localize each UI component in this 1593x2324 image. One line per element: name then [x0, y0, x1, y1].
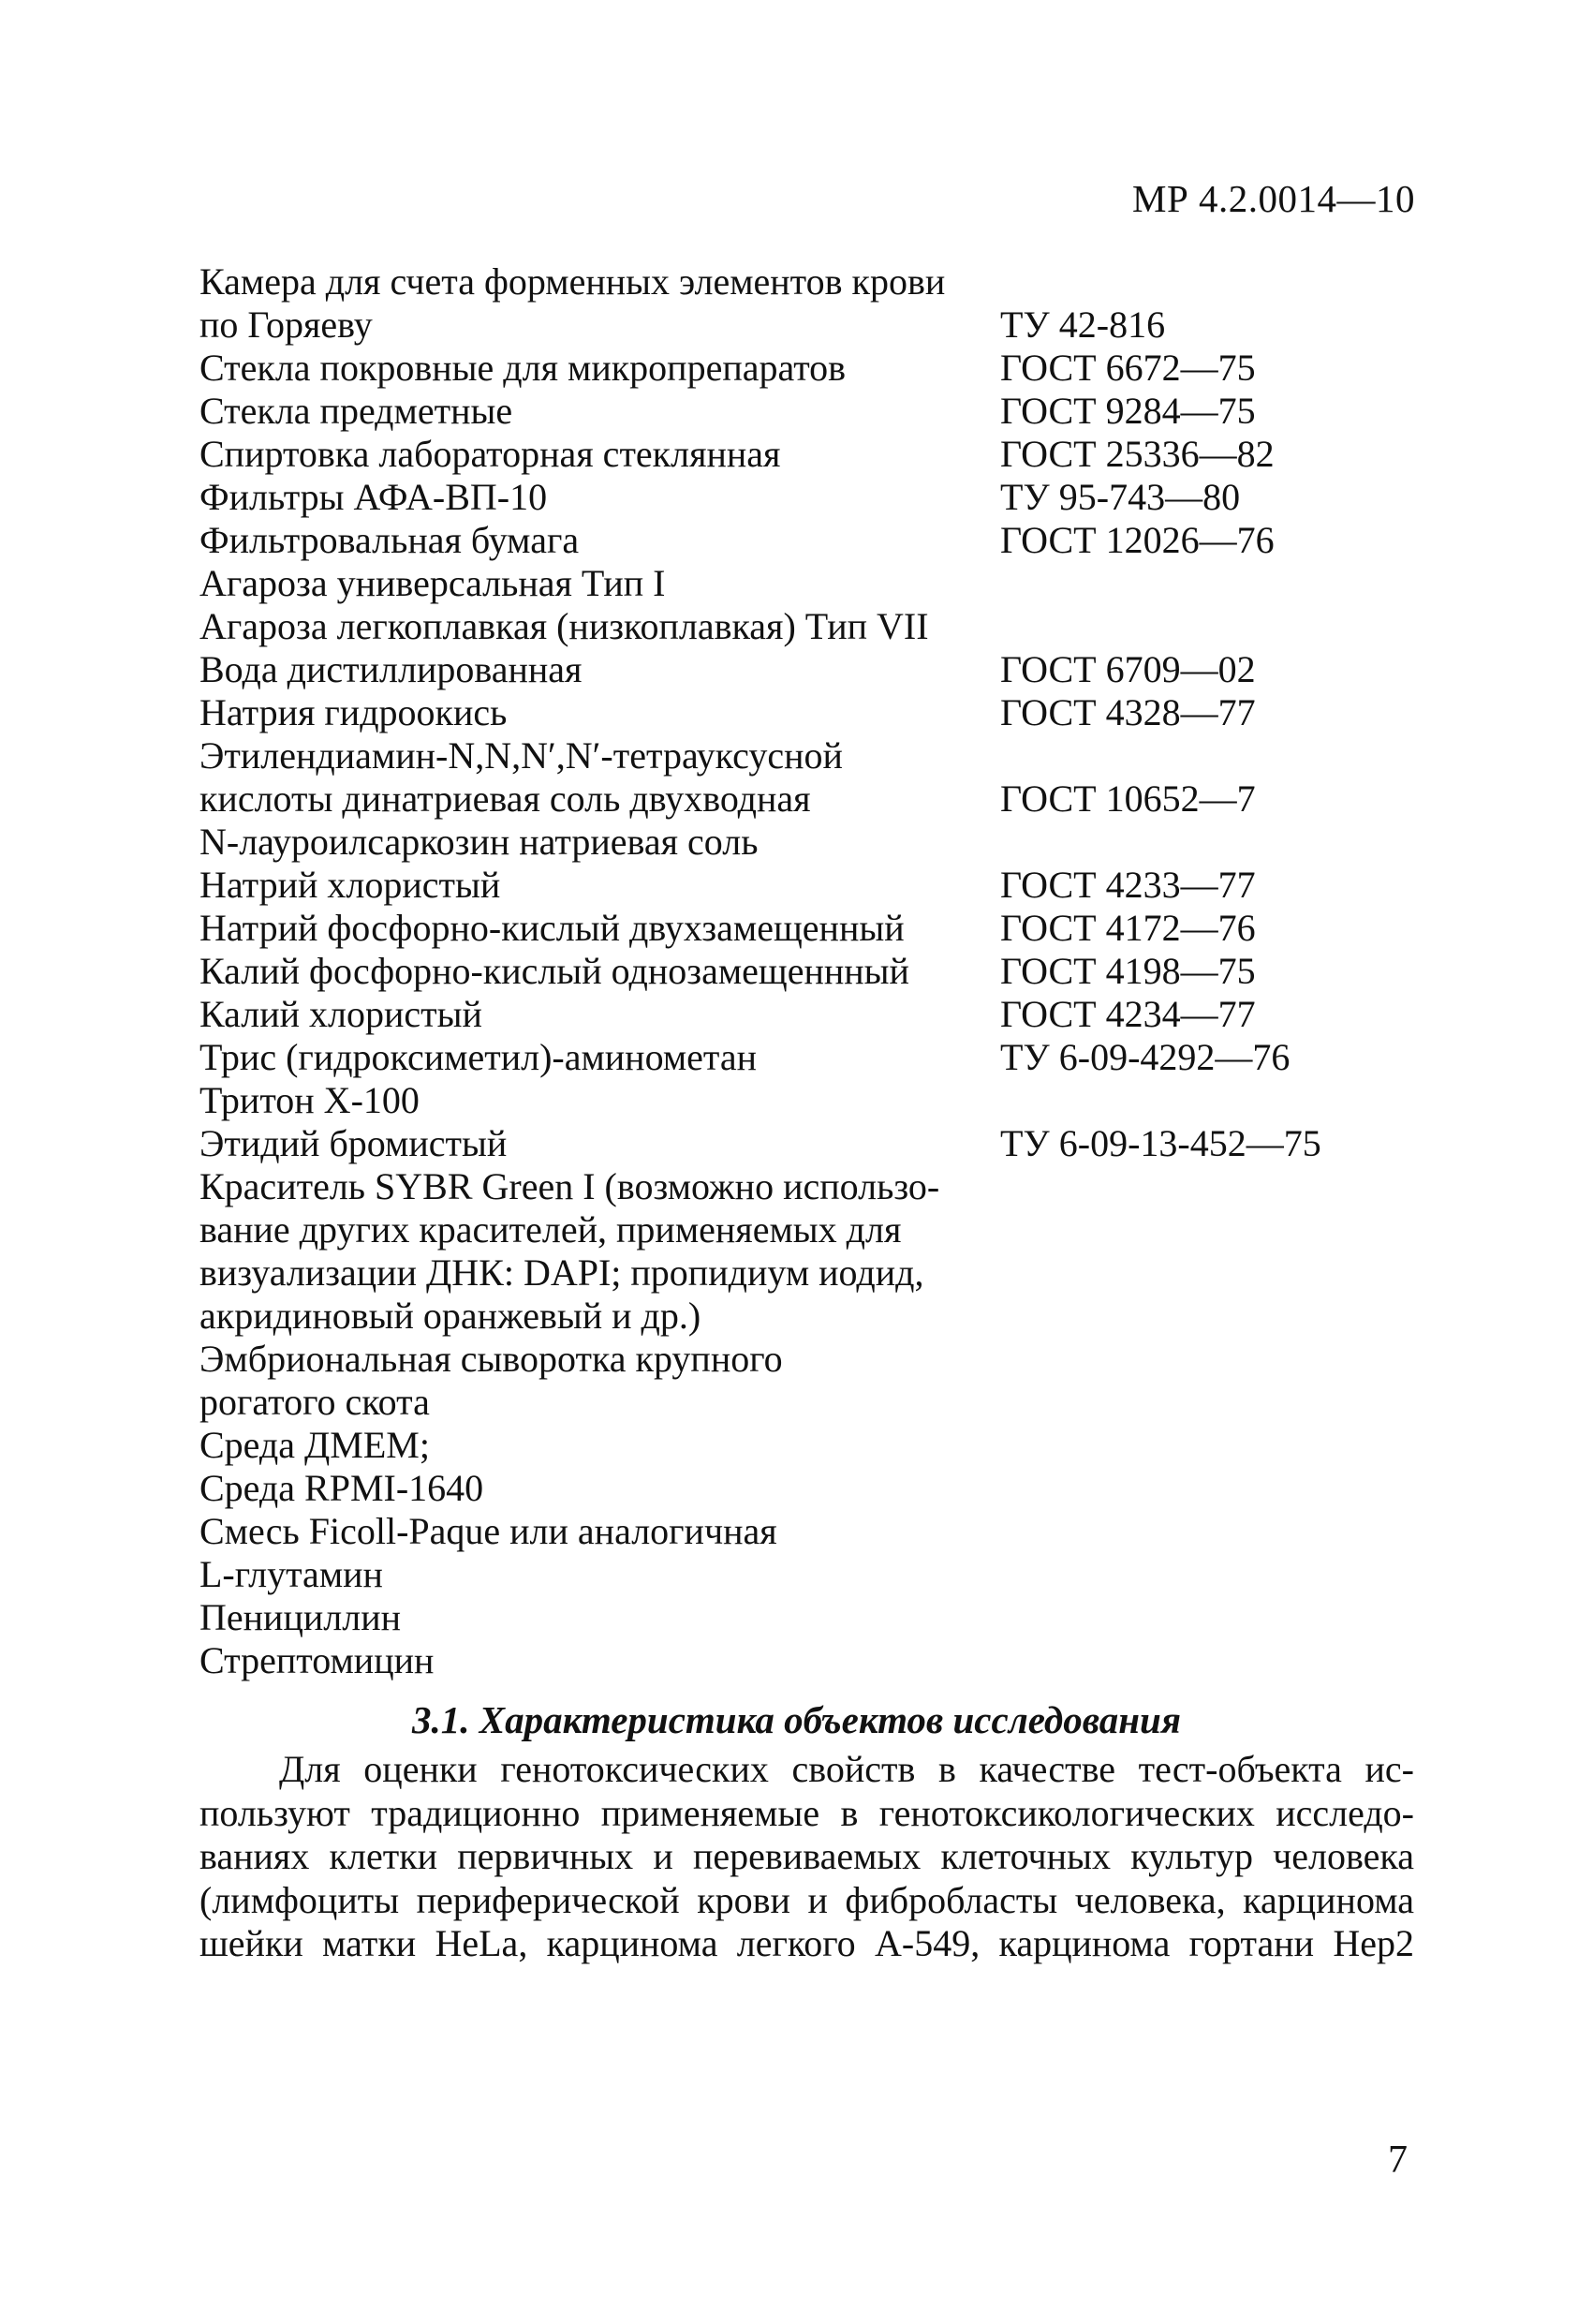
- material-name: Натрий хлористый: [199, 864, 501, 906]
- material-row: [199, 1036, 1417, 1079]
- material-standard: [1000, 562, 1417, 605]
- material-standard: ТУ 42-816: [1000, 303, 1166, 346]
- page-number: 7: [1388, 2139, 1408, 2182]
- material-standard: [1000, 1079, 1417, 1122]
- material-name: N-лауроилсаркозин натриевая соль: [199, 821, 759, 863]
- material-name: Краситель SYBR Green I (возможно использо-: [199, 1165, 940, 1207]
- material-name: Тритон Х-100: [199, 1079, 420, 1121]
- material-name: Натрия гидроокись: [199, 691, 508, 733]
- material-standard: ТУ 6-09-4292—76: [1000, 1036, 1291, 1078]
- material-standard: ГОСТ 12026—76: [1000, 519, 1275, 561]
- material-row: [199, 1381, 1417, 1424]
- material-standard: [1000, 821, 1417, 864]
- material-name: Калий фосфорно-кислый однозамещеннный: [199, 950, 909, 992]
- material-row: [199, 648, 1417, 691]
- material-name: рогатого скота: [199, 1381, 430, 1423]
- material-standard: ГОСТ 6709—02: [1000, 648, 1256, 690]
- material-name: Стекла покровные для микропрепаратов: [199, 347, 847, 389]
- material-standard: [1000, 1553, 1417, 1596]
- material-name: Эмбриональная сыворотка крупного: [199, 1338, 783, 1380]
- material-row: [199, 1424, 1417, 1467]
- material-row: [199, 1165, 1417, 1208]
- material-standard: [1000, 1295, 1417, 1338]
- material-standard: [1000, 1510, 1417, 1553]
- material-standard: [1000, 1165, 1417, 1208]
- material-standard: [1000, 1639, 1417, 1682]
- material-row: [199, 821, 1417, 864]
- material-row: [199, 1338, 1417, 1381]
- material-name: по Горяеву: [199, 303, 373, 346]
- material-row: [199, 476, 1417, 519]
- body-paragraph: [199, 1748, 1414, 1966]
- material-standard: [1000, 1467, 1417, 1510]
- material-row: [199, 1295, 1417, 1338]
- material-standard: ГОСТ 4198—75: [1000, 950, 1256, 992]
- material-row: [199, 433, 1417, 476]
- material-standard: ГОСТ 6672—75: [1000, 347, 1256, 389]
- material-row: [199, 1510, 1417, 1553]
- material-name: акридиновый оранжевый и др.): [199, 1295, 701, 1337]
- material-standard: ГОСТ 4172—76: [1000, 907, 1256, 949]
- material-name: визуализации ДНК: DAPI; пропидиум иодид,: [199, 1251, 924, 1294]
- paragraph-line: пользуют традиционно применяемые в генотоксикологических исследо-: [199, 1791, 1414, 1834]
- material-row: [199, 1079, 1417, 1122]
- material-name: Стрептомицин: [199, 1639, 435, 1681]
- material-standard: ТУ 95-743—80: [1000, 476, 1241, 518]
- material-row: [199, 1467, 1417, 1510]
- material-standard: ГОСТ 4233—77: [1000, 864, 1256, 906]
- document-code: МР 4.2.0014—10: [1131, 177, 1415, 220]
- material-name: Агароза универсальная Тип I: [199, 562, 666, 604]
- material-name: Калий хлористый: [199, 993, 482, 1035]
- material-name: Этидий бромистый: [199, 1122, 508, 1164]
- material-standard: [1000, 605, 1417, 648]
- paragraph-line: Для оценки генотоксических свойств в качестве тест-объекта ис-: [279, 1748, 1414, 1790]
- material-standard: [1000, 1251, 1417, 1295]
- material-name: Стекла предметные: [199, 390, 513, 432]
- material-name: Этилендиамин-N,N,N′,N′-тетрауксусной: [199, 734, 843, 777]
- material-row: [199, 691, 1417, 734]
- material-name: Трис (гидроксиметил)-аминометан: [199, 1036, 758, 1078]
- materials-list: [199, 260, 1417, 1682]
- material-name: Натрий фосфорно-кислый двухзамещенный: [199, 907, 905, 949]
- material-name: Агароза легкоплавкая (низкоплавкая) Тип VII: [199, 605, 929, 647]
- material-name: L-глутамин: [199, 1553, 383, 1595]
- material-standard: ГОСТ 4328—77: [1000, 691, 1256, 733]
- material-name: Камера для счета форменных элементов крови: [199, 260, 946, 303]
- paragraph-line: (лимфоциты периферической крови и фибробласты человека, карцинома: [199, 1878, 1414, 1921]
- material-name: Среда ДМЕМ;: [199, 1424, 430, 1466]
- material-name: Смесь Ficoll-Paque или аналогичная: [199, 1510, 777, 1552]
- material-row: [199, 519, 1417, 562]
- material-row: [199, 1596, 1417, 1639]
- material-name: Пенициллин: [199, 1596, 401, 1638]
- material-standard: ГОСТ 9284—75: [1000, 390, 1256, 432]
- material-row: [199, 1553, 1417, 1596]
- section-title: 3.1. Характеристика объектов исследования: [412, 1698, 1181, 1741]
- material-standard: [1000, 1424, 1417, 1467]
- material-standard: [1000, 1381, 1417, 1424]
- material-standard: ГОСТ 25336—82: [1000, 433, 1275, 475]
- material-name: Спиртовка лабораторная стеклянная: [199, 433, 781, 475]
- material-row: [199, 734, 1417, 777]
- material-standard: ГОСТ 10652—7: [1000, 777, 1256, 820]
- material-standard: [1000, 260, 1417, 303]
- material-name: кислоты динатриевая соль двухводная: [199, 777, 811, 820]
- material-name: Среда RPMI-1640: [199, 1467, 484, 1509]
- material-row: [199, 303, 1417, 347]
- material-row: [199, 1251, 1417, 1295]
- material-row: [199, 605, 1417, 648]
- material-standard: [1000, 1338, 1417, 1381]
- material-row: [199, 864, 1417, 907]
- paragraph-line: ваниях клетки первичных и перевиваемых клеточных культур человека: [199, 1835, 1414, 1877]
- material-standard: [1000, 1208, 1417, 1251]
- material-row: [199, 390, 1417, 433]
- material-row: [199, 1122, 1417, 1165]
- material-standard: [1000, 1596, 1417, 1639]
- material-standard: ГОСТ 4234—77: [1000, 993, 1256, 1035]
- material-row: [199, 950, 1417, 993]
- material-row: [199, 777, 1417, 821]
- material-row: [199, 1639, 1417, 1682]
- material-row: [199, 1208, 1417, 1251]
- material-row: [199, 260, 1417, 303]
- paragraph-line: шейки матки HeLa, карцинома легкого А-549, карцинома гортани Hep2: [199, 1922, 1414, 1964]
- material-name: вание других красителей, применяемых для: [199, 1208, 902, 1251]
- material-row: [199, 562, 1417, 605]
- material-name: Фильтры АФА-ВП-10: [199, 476, 548, 518]
- material-name: Фильтровальная бумага: [199, 519, 580, 561]
- material-name: Вода дистиллированная: [199, 648, 583, 690]
- material-row: [199, 907, 1417, 950]
- material-row: [199, 347, 1417, 390]
- material-row: [199, 993, 1417, 1036]
- material-standard: [1000, 734, 1417, 777]
- material-standard: ТУ 6-09-13-452—75: [1000, 1122, 1321, 1164]
